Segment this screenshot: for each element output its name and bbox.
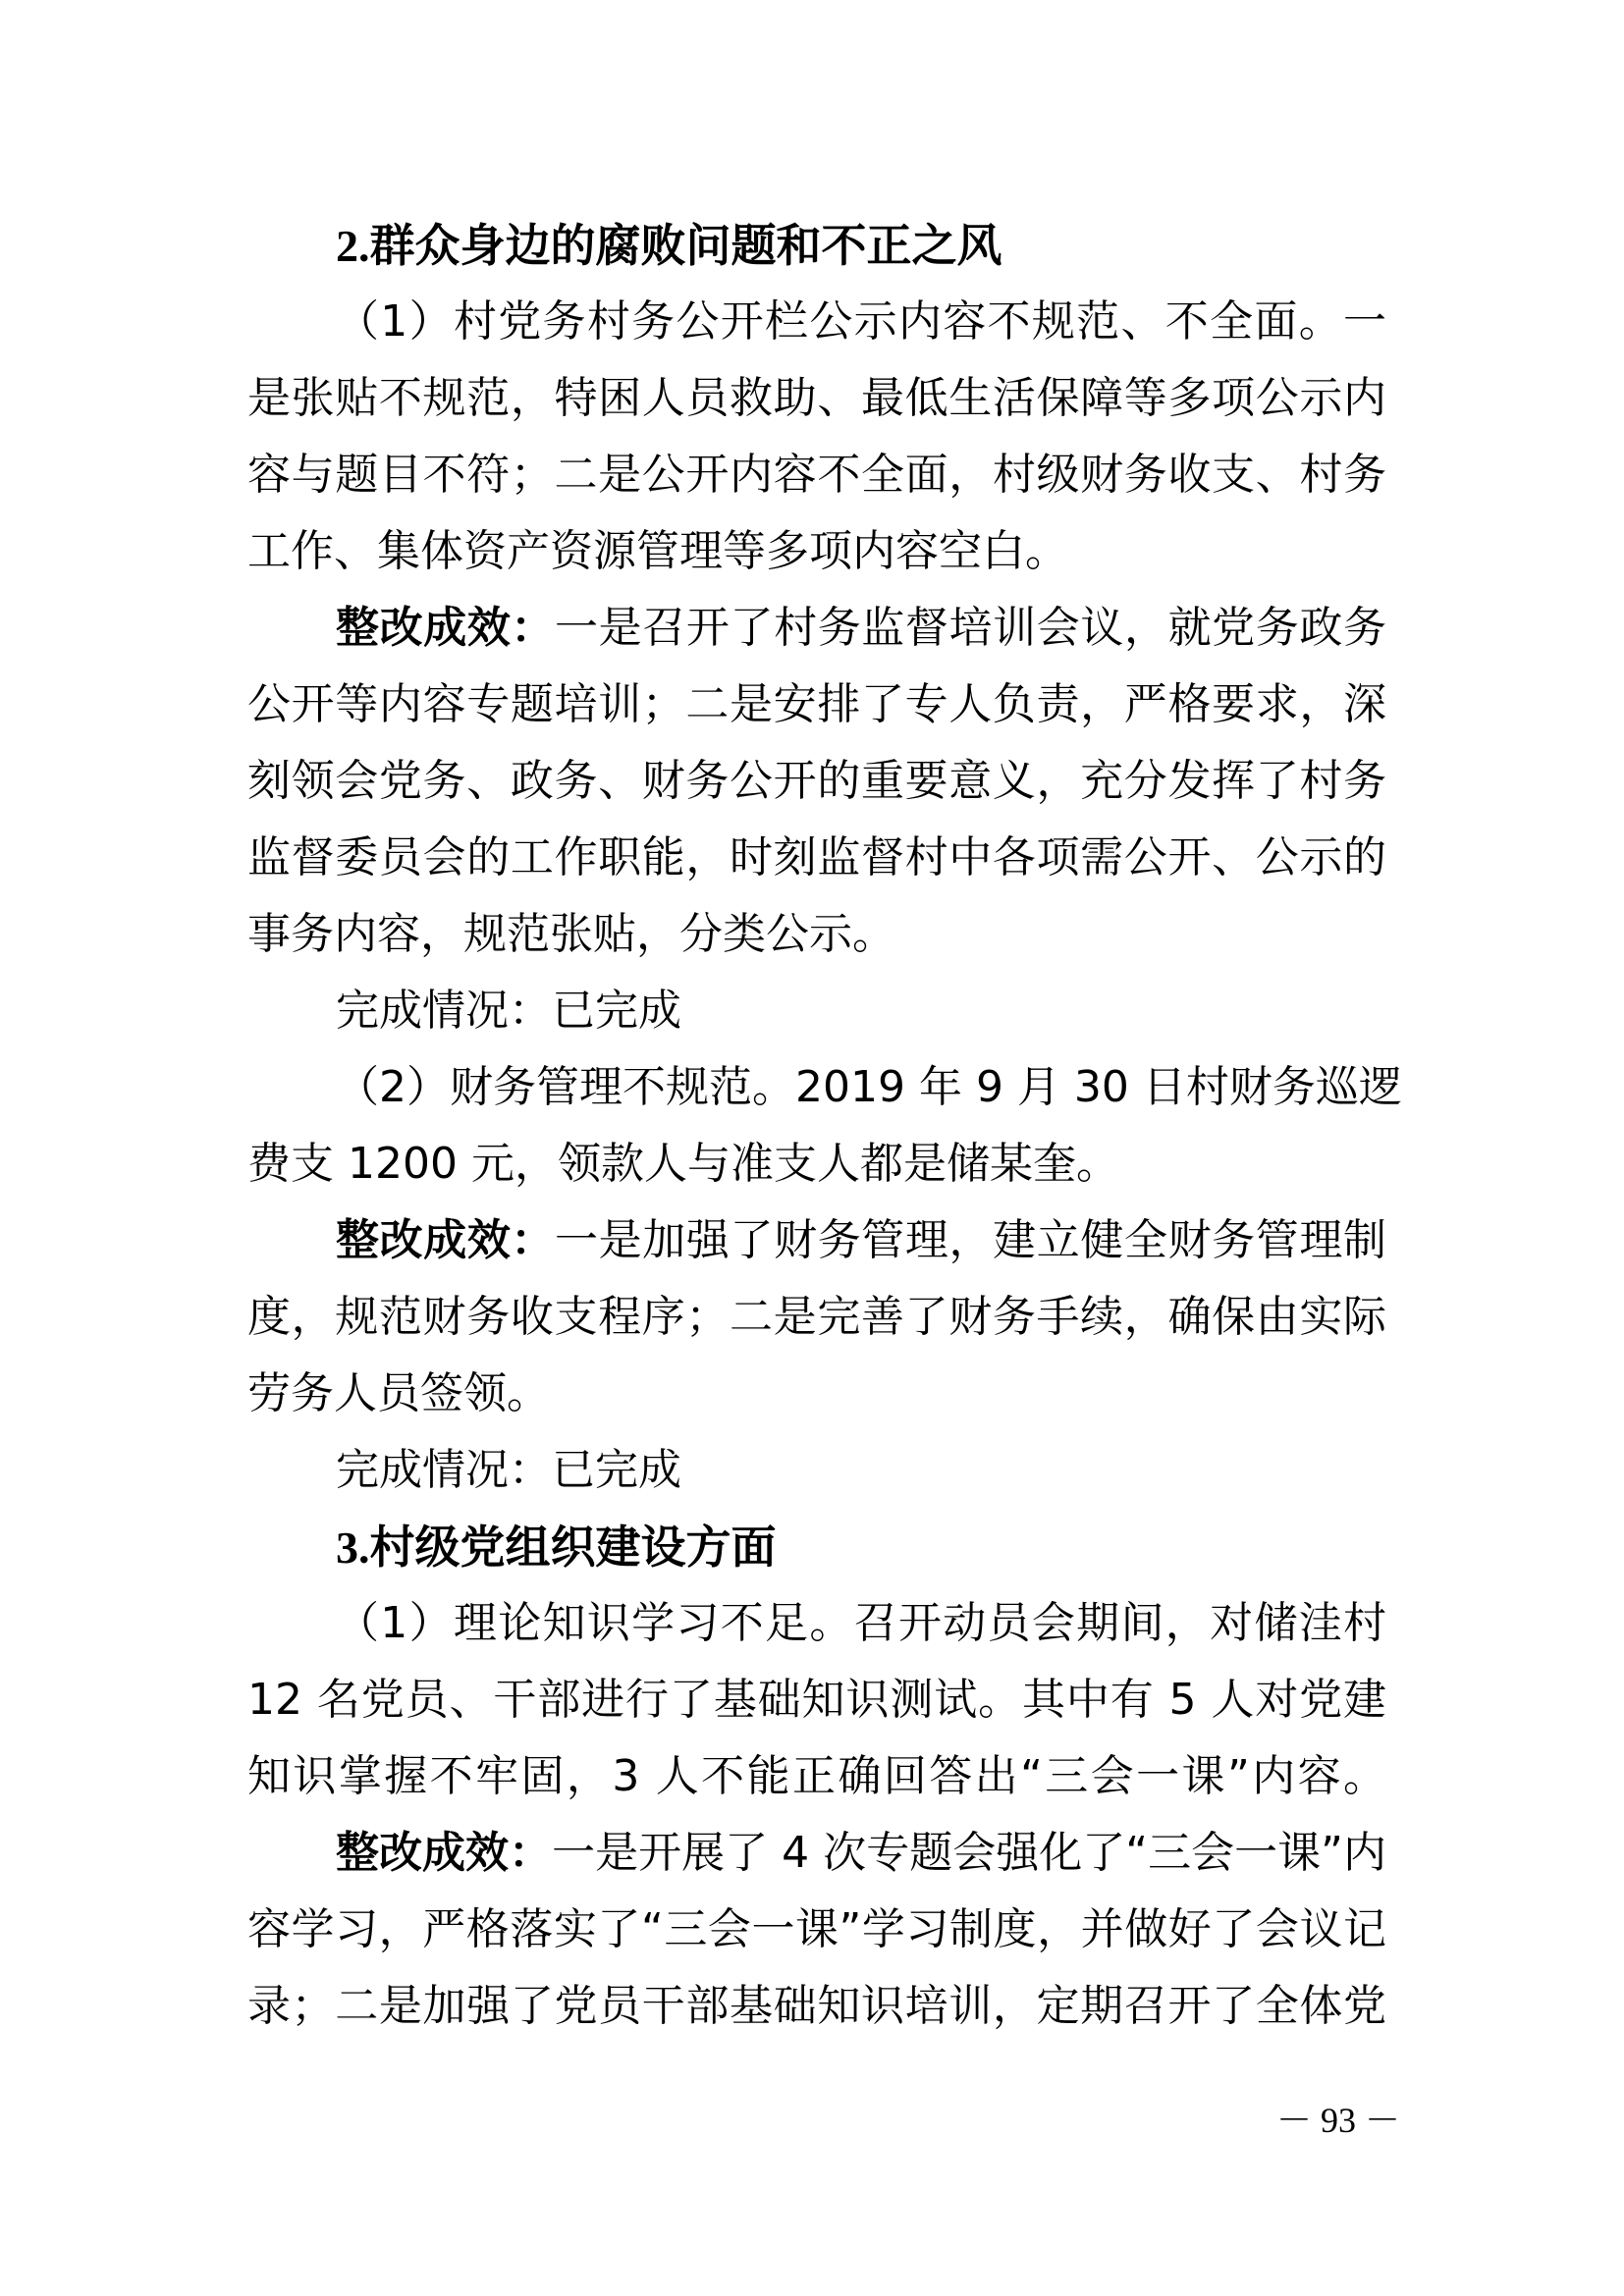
paragraph-line: 容与题目不符；二是公开内容不全面，村级财务收支、村务 xyxy=(247,450,1386,500)
page-number: － 93 － xyxy=(1276,2101,1401,2140)
paragraph-line: 容学习，严格落实了“三会一课”学习制度，并做好了会议记 xyxy=(247,1904,1386,1954)
paragraph-line: 公开等内容专题培训；二是安排了专人负责，严格要求，深 xyxy=(247,679,1386,729)
paragraph-line: （2）财务管理不规范。2019 年 9 月 30 日村财务巡逻 xyxy=(336,1062,1402,1112)
paragraph-line: 监督委员会的工作职能，时刻监督村中各项需公开、公示的 xyxy=(247,832,1386,882)
paragraph-line: 知识掌握不牢固，3 人不能正确回答出“三会一课”内容。 xyxy=(247,1751,1386,1801)
effect-text: 一是召开了村务监督培训会议，就党务政务 xyxy=(555,603,1387,653)
paragraph-line: 事务内容，规范张贴，分类公示。 xyxy=(247,909,895,959)
effect-text: 一是开展了 4 次专题会强化了“三会一课”内 xyxy=(552,1828,1386,1878)
paragraph-line: 是张贴不规范，特困人员救助、最低生活保障等多项公示内 xyxy=(247,373,1386,423)
status-line: 完成情况：已完成 xyxy=(336,986,681,1036)
section-title: 群众身边的腐败问题和不正之风 xyxy=(369,219,1002,272)
effect-label: 整改成效： xyxy=(336,603,556,653)
effect-line xyxy=(336,1824,1386,1883)
effect-label: 整改成效： xyxy=(336,1215,556,1265)
paragraph-line: （1）理论知识学习不足。召开动员会期间，对储洼村 xyxy=(336,1598,1386,1648)
section-number: 2. xyxy=(336,221,370,271)
effect-line xyxy=(336,599,1386,658)
paragraph-line: 劳务人员签领。 xyxy=(247,1368,550,1418)
paragraph-line: （1）村党务村务公开栏公示内容不规范、不全面。一 xyxy=(336,296,1386,347)
effect-line xyxy=(336,1211,1386,1270)
paragraph-line: 刻领会党务、政务、财务公开的重要意义，充分发挥了村务 xyxy=(247,756,1386,806)
status-line: 完成情况：已完成 xyxy=(336,1445,681,1495)
section-heading xyxy=(336,216,1002,275)
section-title: 村级党组织建设方面 xyxy=(369,1521,777,1574)
paragraph-line: 录；二是加强了党员干部基础知识培训，定期召开了全体党 xyxy=(247,1981,1386,2031)
paragraph-line: 费支 1200 元，领款人与准支人都是储某奎。 xyxy=(247,1139,1119,1189)
paragraph-line: 12 名党员、干部进行了基础知识测试。其中有 5 人对党建 xyxy=(247,1675,1386,1725)
paragraph-line: 度，规范财务收支程序；二是完善了财务手续，确保由实际 xyxy=(247,1292,1386,1342)
section-heading xyxy=(336,1518,777,1576)
paragraph-line: 工作、集体资产资源管理等多项内容空白。 xyxy=(247,526,1068,576)
effect-label: 整改成效： xyxy=(336,1828,553,1878)
section-number: 3. xyxy=(336,1522,370,1573)
effect-text: 一是加强了财务管理，建立健全财务管理制 xyxy=(555,1215,1387,1265)
